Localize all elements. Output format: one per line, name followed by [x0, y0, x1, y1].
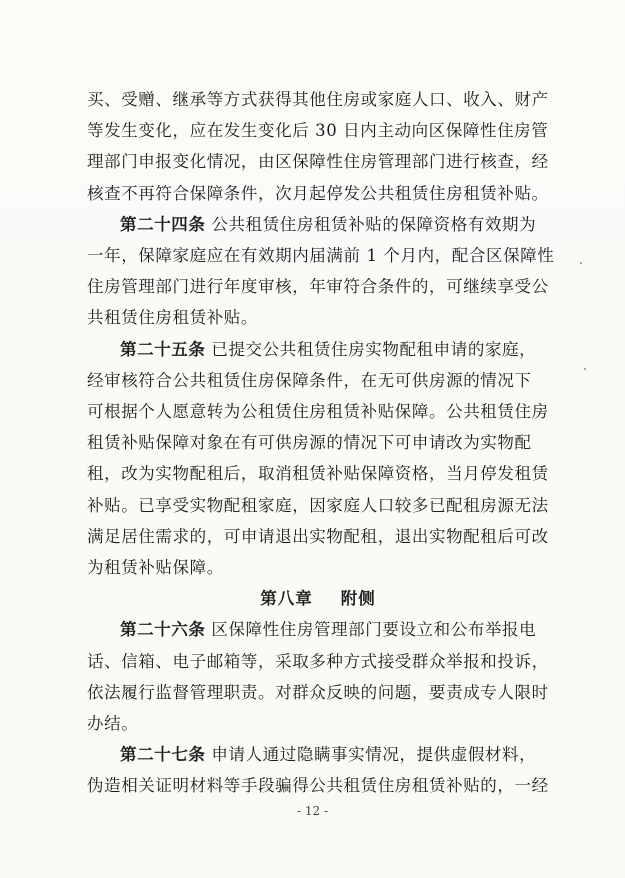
text-line: 租，改为实物配租后，取消租赁补贴保障资格，当月停发租赁	[87, 464, 549, 484]
article-heading: 第二十七条	[120, 745, 206, 765]
chapter-title: 附侧	[340, 589, 376, 609]
article-heading: 第二十六条	[120, 620, 206, 640]
scan-speck	[584, 368, 586, 370]
article-27	[87, 739, 549, 801]
text-line: 租赁补贴保障对象在有可供房源的情况下可申请改为实物配	[87, 433, 532, 453]
text-line: 伪造相关证明材料等手段骗得公共租赁住房租赁补贴的，一经	[87, 776, 549, 796]
text-line: 办结。	[87, 714, 139, 734]
text-line: 理部门申报变化情况，由区保障性住房管理部门进行核查，经	[87, 152, 549, 172]
article-26	[87, 614, 549, 739]
article-text: 已提交公共租赁住房实物配租申请的家庭，	[205, 339, 537, 359]
text-line: 可根据个人愿意转为公租赁住房租赁补贴保障。公共租赁住房	[87, 402, 549, 422]
text-line: 经审核符合公共租赁住房保障条件，在无可供房源的情况下	[87, 370, 532, 390]
text-line: 共租赁住房租赁补贴。	[87, 308, 258, 328]
text-line	[87, 739, 549, 770]
text-line: 依法履行监督管理职责。对群众反映的问题，要责成专人限时	[87, 682, 549, 702]
text-line	[87, 334, 549, 365]
text-line	[87, 614, 549, 645]
text-line: 满足居住需求的，可申请退出实物配租，退出实物配租后可改	[87, 526, 549, 546]
article-heading: 第二十五条	[120, 339, 206, 359]
article-text: 申请人通过隐瞒事实情况，提供虚假材料，	[205, 745, 537, 765]
text-line: 为租赁补贴保障。	[87, 558, 224, 578]
paragraph-continuation	[87, 84, 549, 209]
scan-speck	[580, 262, 582, 264]
chapter-number: 第八章	[260, 589, 313, 609]
text-line: 一年，保障家庭应在有效期内届满前 1 个月内，配合区保障性	[87, 246, 555, 266]
text-line	[87, 209, 549, 240]
page-number: - 12 -	[296, 804, 328, 818]
text-line: 核查不再符合保障条件，次月起停发公共租赁住房租赁补贴。	[87, 183, 549, 203]
chapter-heading	[87, 583, 549, 614]
article-text: 公共租赁住房租赁补贴的保障资格有效期为	[205, 214, 537, 234]
text-line: 买、受赠、继承等方式获得其他住房或家庭人口、收入、财产	[87, 90, 549, 109]
text-line: 住房管理部门进行年度审核，年审符合条件的，可继续享受公	[87, 277, 549, 297]
document-body	[87, 84, 555, 802]
text-line: 等发生变化，应在发生变化后 30 日内主动向区保障性住房管	[87, 121, 549, 141]
article-heading: 第二十四条	[120, 214, 206, 234]
article-24	[87, 209, 555, 334]
text-line: 话、信箱、电子邮箱等，采取多种方式接受群众举报和投诉，	[87, 651, 549, 671]
text-line: 补贴。已享受实物配租家庭，因家庭人口较多已配租房源无法	[87, 495, 549, 515]
article-text: 区保障性住房管理部门要设立和公布举报电	[205, 620, 537, 640]
article-25	[87, 334, 549, 584]
